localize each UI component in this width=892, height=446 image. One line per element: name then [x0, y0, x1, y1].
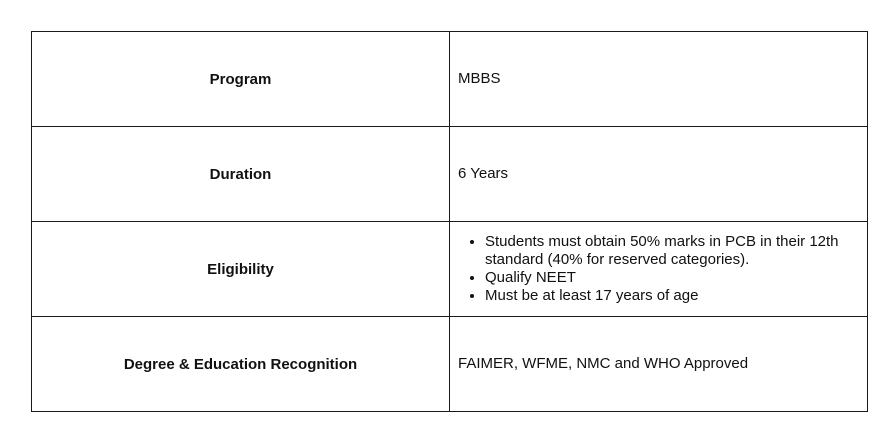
row-value-eligibility — [450, 222, 868, 317]
table-row-recognition — [32, 317, 868, 412]
row-label-program: Program — [32, 32, 450, 127]
row-label-eligibility: Eligibility — [32, 222, 450, 317]
row-value-duration: 6 Years — [450, 127, 868, 222]
program-info-table — [31, 31, 868, 412]
row-value-program: MBBS — [450, 32, 868, 127]
eligibility-item-marks: • Students must obtain 50% marks in PCB in their 12th standard (40% for reserved categories). — [485, 233, 857, 269]
eligibility-list — [458, 233, 857, 305]
table-row-eligibility — [32, 222, 868, 317]
eligibility-item-age: • Must be at least 17 years of age — [485, 287, 857, 305]
row-label-duration: Duration — [32, 127, 450, 222]
row-value-recognition: FAIMER, WFME, NMC and WHO Approved — [450, 317, 868, 412]
eligibility-item-neet: • Qualify NEET — [485, 269, 857, 287]
table-row-duration — [32, 127, 868, 222]
table-row-program — [32, 32, 868, 127]
row-label-recognition: Degree & Education Recognition — [32, 317, 450, 412]
